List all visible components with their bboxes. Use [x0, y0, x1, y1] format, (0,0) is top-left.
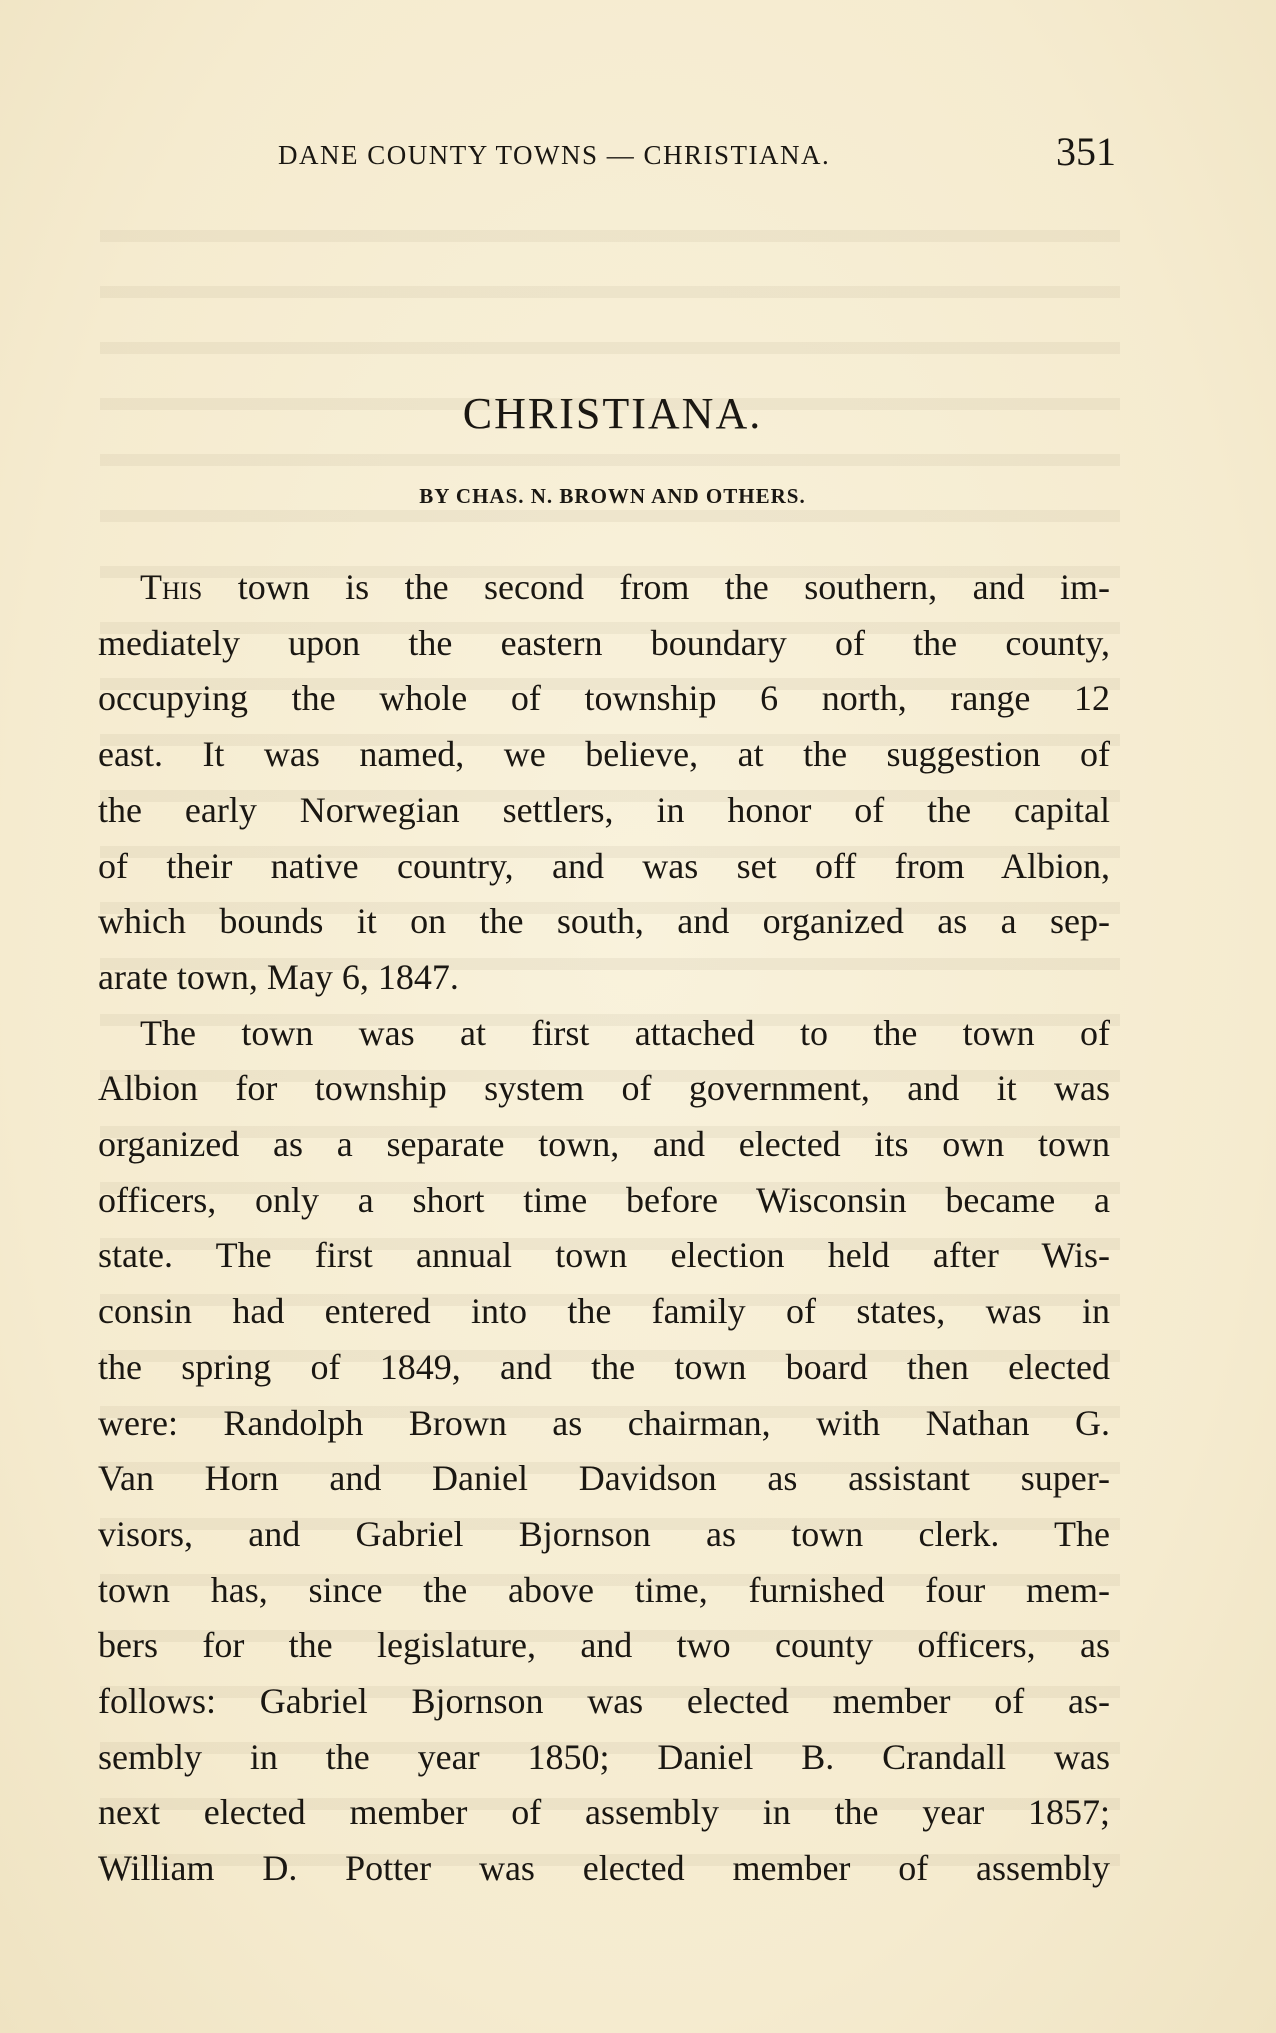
body-line [98, 560, 1110, 616]
body-line: officers, only a short time before Wisconsin became a [98, 1179, 1110, 1220]
body-line-rest: town is the second from the southern, and im- [202, 567, 1110, 607]
body-line: Van Horn and Daniel Davidson as assistant super- [98, 1458, 1110, 1499]
body-line: which bounds it on the south, and organized as a sep- [98, 901, 1110, 942]
body-line: state. The first annual town election held after Wis- [98, 1235, 1110, 1276]
body-line: the early Norwegian settlers, in honor of the capital [98, 789, 1110, 830]
page-number: 351 [1056, 129, 1116, 174]
body-line: organized as a separate town, and elected its own town [98, 1124, 1110, 1165]
body-text [98, 560, 1110, 1897]
body-line: The town was at first attached to the town of [140, 1012, 1110, 1053]
body-line: sembly in the year 1850; Daniel B. Crandall was [98, 1736, 1110, 1777]
running-title: DANE COUNTY TOWNS — CHRISTIANA. [278, 140, 831, 170]
body-line: William D. Potter was elected member of assembly [98, 1848, 1110, 1889]
chapter-title: CHRISTIANA. [462, 389, 763, 438]
body-line: occupying the whole of township 6 north, range 12 [98, 678, 1110, 719]
body-line: the spring of 1849, and the town board then elected [98, 1346, 1110, 1387]
body-line: follows: Gabriel Bjornson was elected member of as- [98, 1681, 1110, 1722]
running-header [258, 128, 1126, 178]
body-line: visors, and Gabriel Bjornson as town clerk. The [98, 1513, 1110, 1554]
body-line: east. It was named, we believe, at the suggestion of [98, 734, 1110, 775]
body-line: bers for the legislature, and two county officers, as [98, 1625, 1110, 1666]
body-line: Albion for township system of government, and it was [98, 1068, 1110, 1109]
body-line: consin had entered into the family of states, was in [98, 1291, 1110, 1332]
chapter-byline: BY CHAS. N. BROWN AND OTHERS. [419, 484, 806, 508]
body-line: mediately upon the eastern boundary of the county, [98, 622, 1110, 663]
lead-word: This [140, 567, 203, 607]
body-line: of their native country, and was set off from Albion, [98, 845, 1110, 886]
body-line: arate town, May 6, 1847. [98, 956, 459, 997]
body-line: were: Randolph Brown as chairman, with Nathan G. [98, 1402, 1110, 1443]
body-line: town has, since the above time, furnished four mem- [98, 1569, 1110, 1610]
body-line: next elected member of assembly in the year 1857; [98, 1792, 1110, 1833]
